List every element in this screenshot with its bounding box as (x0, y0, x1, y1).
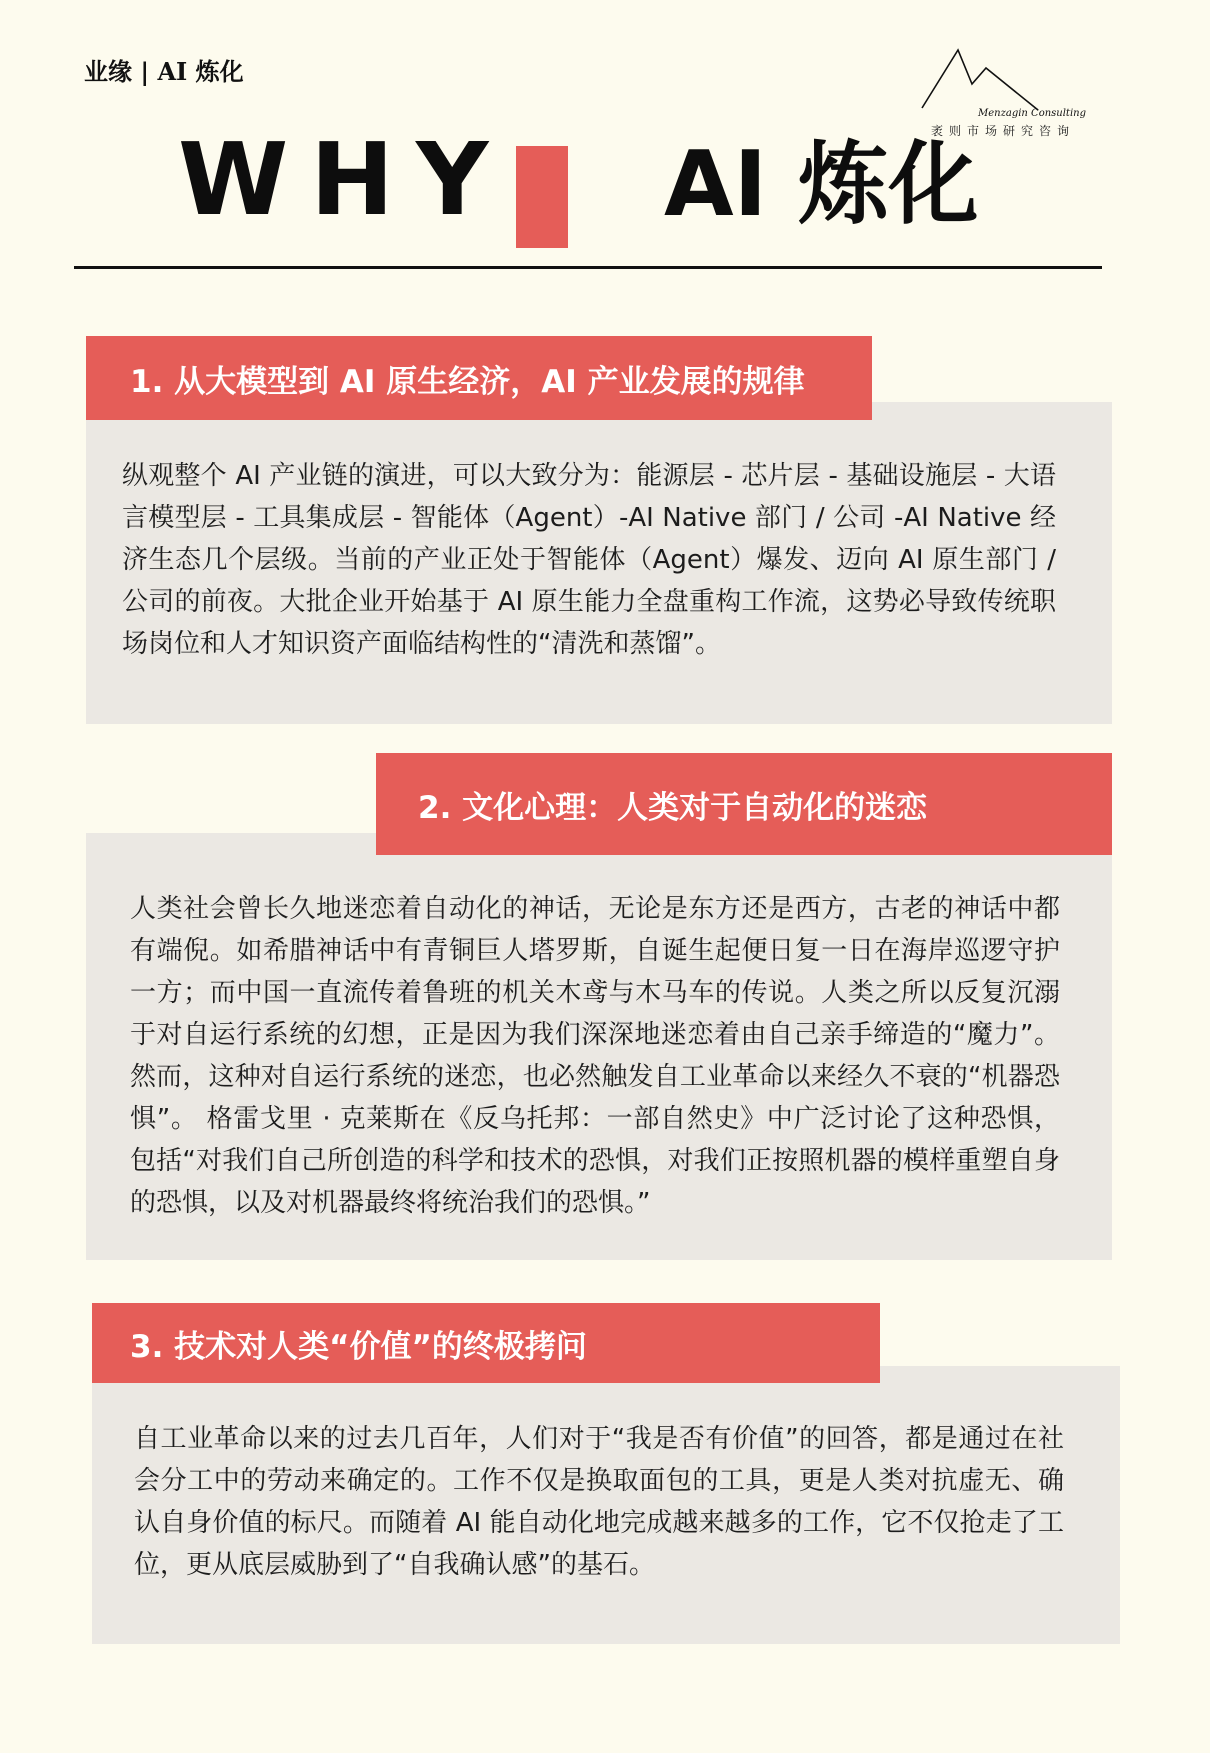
section-1-body: 纵观整个 AI 产业链的演进，可以大致分为：能源层 - 芯片层 - 基础设施层 - 大语言模型层 - 工具集成层 - 智能体（Agent）-AI Native 部门 / 公司 -AI Native 经济生态几个层级。当前的产业正处于智能体（Agent）爆发、迈向 AI 原生部门 / 公司的前夜。大批企业开始基于 AI 原生能力全盘重构工作流，这势必导致传统职场岗位和人才知识资产面临结构性的“清洗和蒸馏”。 (122, 461, 1056, 659)
logo-subtitle: 袤则市场研究咨询 (930, 124, 1075, 138)
section-1-heading (86, 336, 872, 420)
header-rule (74, 266, 1102, 269)
section-1-heading-text: 1. 从大模型到 AI 原生经济，AI 产业发展的规律 (130, 363, 805, 400)
title-ai: AI 炼化 (664, 132, 979, 237)
section-3-body: 自工业革命以来的过去几百年，人们对于“我是否有价值”的回答，都是通过在社会分工中的劳动来确定的。工作不仅是换取面包的工具，更是人类对抗虚无、确认自身价值的标尺。而随着 AI 能自动化地完成越来越多的工作，它不仅抢走了工位，更从底层威胁到了“自我确认感”的基石。 (134, 1424, 1064, 1580)
section-3-heading (92, 1303, 880, 1383)
section-3-heading-text: 3. 技术对人类“价值”的终极拷问 (130, 1328, 587, 1365)
title-divider-bar (516, 146, 568, 248)
section-2-heading-text: 2. 文化心理：人类对于自动化的迷恋 (418, 789, 928, 826)
section-2-body: 人类社会曾长久地迷恋着自动化的神话，无论是东方还是西方，古老的神话中都有端倪。如希腊神话中有青铜巨人塔罗斯，自诞生起便日复一日在海岸巡逻守护一方；而中国一直流传着鲁班的机关木鸢与木马车的传说。人类之所以反复沉溺于对自运行系统的幻想，正是因为我们深深地迷恋着由自己亲手缔造的“魔力”。然而，这种对自运行系统的迷恋，也必然触发自工业革命以来经久不衰的“机器恐惧”。 格雷戈里 · 克莱斯在《反乌托邦：一部自然史》中广泛讨论了这种恐惧，包括“对我们自己所创造的科学和技术的恐惧，对我们正按照机器的模样重塑自身的恐惧，以及对机器最终将统治我们的恐惧。” (130, 894, 1060, 1218)
logo-script: Menzagin Consulting (978, 108, 1086, 119)
header-tag: 业缘 | AI 炼化 (84, 57, 244, 86)
section-2-heading (376, 753, 1112, 855)
title-why: WHY (178, 121, 511, 238)
